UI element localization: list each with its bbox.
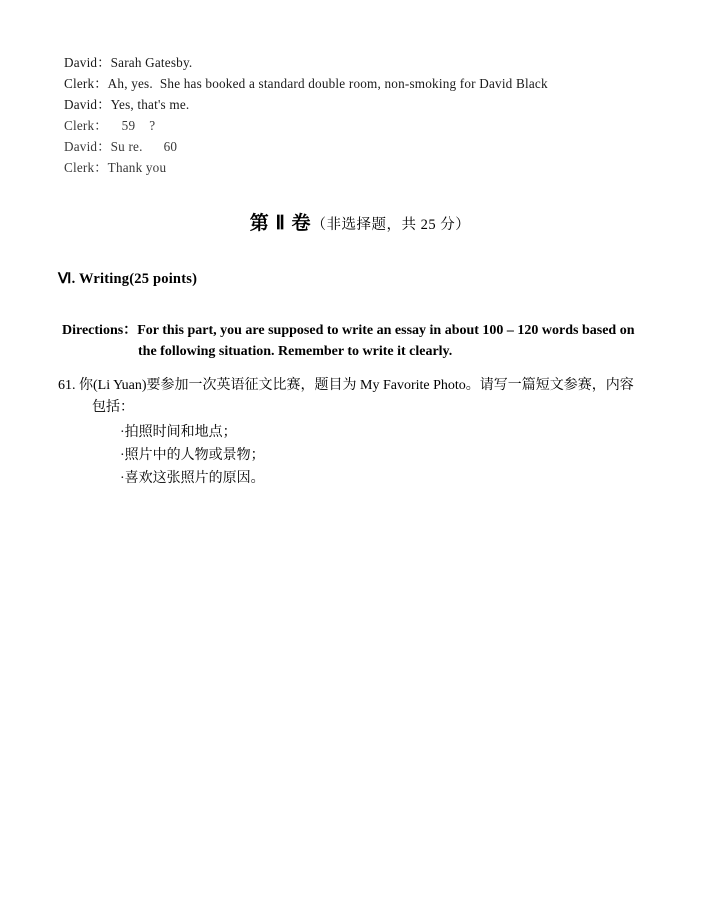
directions-text-line1: For this part, you are supposed to write an essay in about 100 – 120 words based on xyxy=(137,323,635,338)
directions-first-line xyxy=(62,320,662,341)
directions-label: Directions： xyxy=(62,323,138,338)
directions-block xyxy=(62,320,662,362)
dialogue-line: David：Su re. 60 xyxy=(64,139,178,154)
question-61 xyxy=(58,375,662,490)
dialogue-line: Clerk：Thank you xyxy=(64,160,167,175)
question-line-1: 61. 你(Li Yuan)要参加一次英语征文比赛，题目为 My Favorite Photo。请写一篇短文参赛，内容 xyxy=(58,378,634,393)
dialogue-line: David：Sarah Gatesby. xyxy=(64,55,193,70)
section-title-sub: （非选择题，共 25 分） xyxy=(311,217,471,233)
section-title-main: 第 Ⅱ 卷 xyxy=(249,213,312,234)
dialogue-line: Clerk： 59 ? xyxy=(64,118,156,133)
question-bullets xyxy=(120,421,662,490)
part-heading: Ⅵ. Writing(25 points) xyxy=(58,271,198,287)
bullet-item: ·喜欢这张照片的原因。 xyxy=(120,471,265,486)
question-line-2: 包括： xyxy=(92,400,134,415)
bullet-item: ·拍照时间和地点； xyxy=(120,425,237,440)
bullet-item: ·照片中的人物或景物； xyxy=(120,448,265,463)
section-title xyxy=(58,208,662,235)
directions-text-line2: the following situation. Remember to write it clearly. xyxy=(138,344,453,359)
dialogue-line: David：Yes, that's me. xyxy=(64,97,190,112)
dialogue-block xyxy=(64,52,662,178)
dialogue-line: Clerk：Ah, yes. She has booked a standard double room, non-smoking for David Black xyxy=(64,76,548,91)
